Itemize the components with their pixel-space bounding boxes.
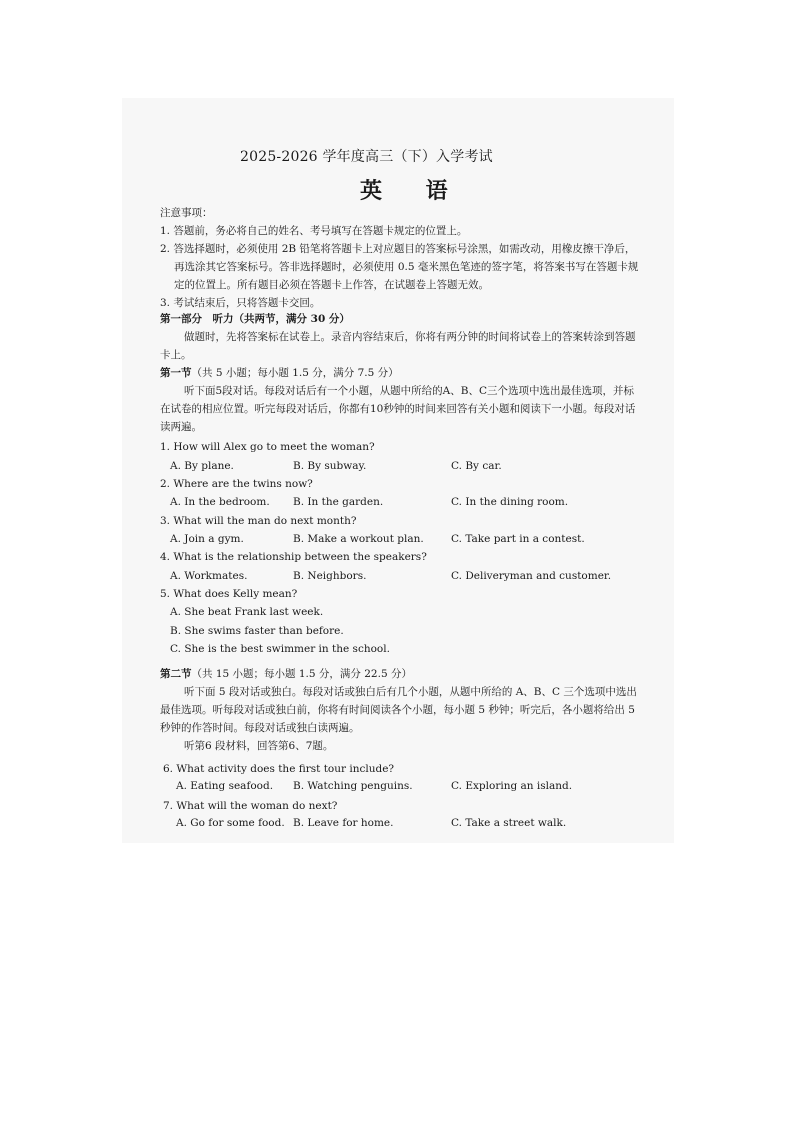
section2-block: [160, 665, 640, 755]
q5-option-c: C. She is the best swimmer in the school.: [170, 643, 390, 655]
q6-option-c: C. Exploring an island.: [451, 780, 573, 792]
section1-header: [160, 364, 640, 382]
notes-heading: 注意事项：: [160, 207, 213, 219]
q6-option-b: B. Watching penguins.: [293, 780, 413, 792]
question-1: 1. How will Alex go to meet the woman?: [160, 441, 375, 453]
q5-option-a: A. She beat Frank last week.: [170, 606, 324, 618]
section2-title: 第二节: [160, 668, 192, 680]
q2-option-c: C. In the dining room.: [451, 496, 569, 508]
part1-block: [160, 310, 640, 436]
q1-option-c: C. By car.: [451, 460, 502, 472]
q7-option-a: A. Go for some food.: [176, 817, 285, 829]
part1-title: 第一部分 听力（共两节，满分 30 分）: [160, 313, 350, 325]
q3-option-c: C. Take part in a contest.: [451, 533, 585, 545]
q7-option-b: B. Leave for home.: [293, 817, 394, 829]
q1-option-b: B. By subway.: [293, 460, 367, 472]
q2-option-b: B. In the garden.: [293, 496, 384, 508]
q6-option-a: A. Eating seafood.: [176, 780, 274, 792]
question-5: 5. What does Kelly mean?: [160, 588, 298, 600]
note-item-1: 1. 答题前，务必将自己的姓名、考号填写在答题卡规定的位置上。: [160, 225, 468, 237]
question-6: 6. What activity does the first tour include?: [163, 763, 395, 775]
question-7: 7. What will the woman do next?: [163, 800, 338, 812]
section2-info: （共 15 小题；每小题 1.5 分，满分 22.5 分）: [191, 668, 412, 680]
subject-title: 英 语: [360, 178, 466, 204]
section1-title: 第一节: [160, 367, 192, 379]
question-3: 3. What will the man do next month?: [160, 515, 357, 527]
question-4: 4. What is the relationship between the speakers?: [160, 551, 427, 563]
q3-option-a: A. Join a gym.: [170, 533, 244, 545]
q4-option-b: B. Neighbors.: [293, 570, 367, 582]
q2-option-a: A. In the bedroom.: [170, 496, 270, 508]
section2-instructions: 听下面 5 段对话或独白。每段对话或独白后有几个小题，从题中所给的 A、B、C 三个选项中选出最佳选项。听每段对话或独白前，你将有时间阅读各个小题，每小题 5 秒钟；听完后，各小题将给出 5 秒钟的作答时间。每段对话或独白读两遍。: [160, 686, 637, 734]
note-item-3: 3. 考试结束后，只将答题卡交回。: [160, 297, 321, 309]
q4-option-c: C. Deliveryman and customer.: [451, 570, 612, 582]
section2-material: 听第6 段材料，回答第6、7题。: [184, 740, 334, 752]
section2-header: [160, 665, 640, 683]
q1-option-a: A. By plane.: [170, 460, 234, 472]
section1-instructions: 听下面5段对话。每段对话后有一个小题，从题中所给的A、B、C三个选项中选出最佳选项，并标在试卷的相应位置。听完每段对话后，你都有10秒钟的时间来回答有关小题和阅读下一小题。每段对话读两遍。: [160, 385, 636, 433]
q4-option-a: A. Workmates.: [170, 570, 248, 582]
q3-option-b: B. Make a workout plan.: [293, 533, 424, 545]
q5-option-b: B. She swims faster than before.: [170, 625, 344, 637]
exam-title: 2025-2026 学年度高三（下）入学考试: [240, 149, 493, 165]
section1-info: （共 5 小题；每小题 1.5 分，满分 7.5 分）: [191, 367, 399, 379]
note-item-2: 2. 答选择题时，必须使用 2B 铅笔将答题卡上对应题目的答案标号涂黑，如需改动，用橡皮擦干净后，再选涂其它答案标号。答非选择题时，必须使用 0.5 毫米黑色笔迹的签字笔，将答案书写在答题卡规定的位置上。所有题目必须在答题卡上作答，在试题卷上答题无效。: [160, 243, 639, 291]
q7-option-c: C. Take a street walk.: [451, 817, 567, 829]
part1-instructions: 做题时，先将答案标在试卷上。录音内容结束后，你将有两分钟的时间将试卷上的答案转涂到答题卡上。: [160, 331, 636, 361]
question-2: 2. Where are the twins now?: [160, 478, 313, 490]
notes-block: [160, 204, 640, 312]
